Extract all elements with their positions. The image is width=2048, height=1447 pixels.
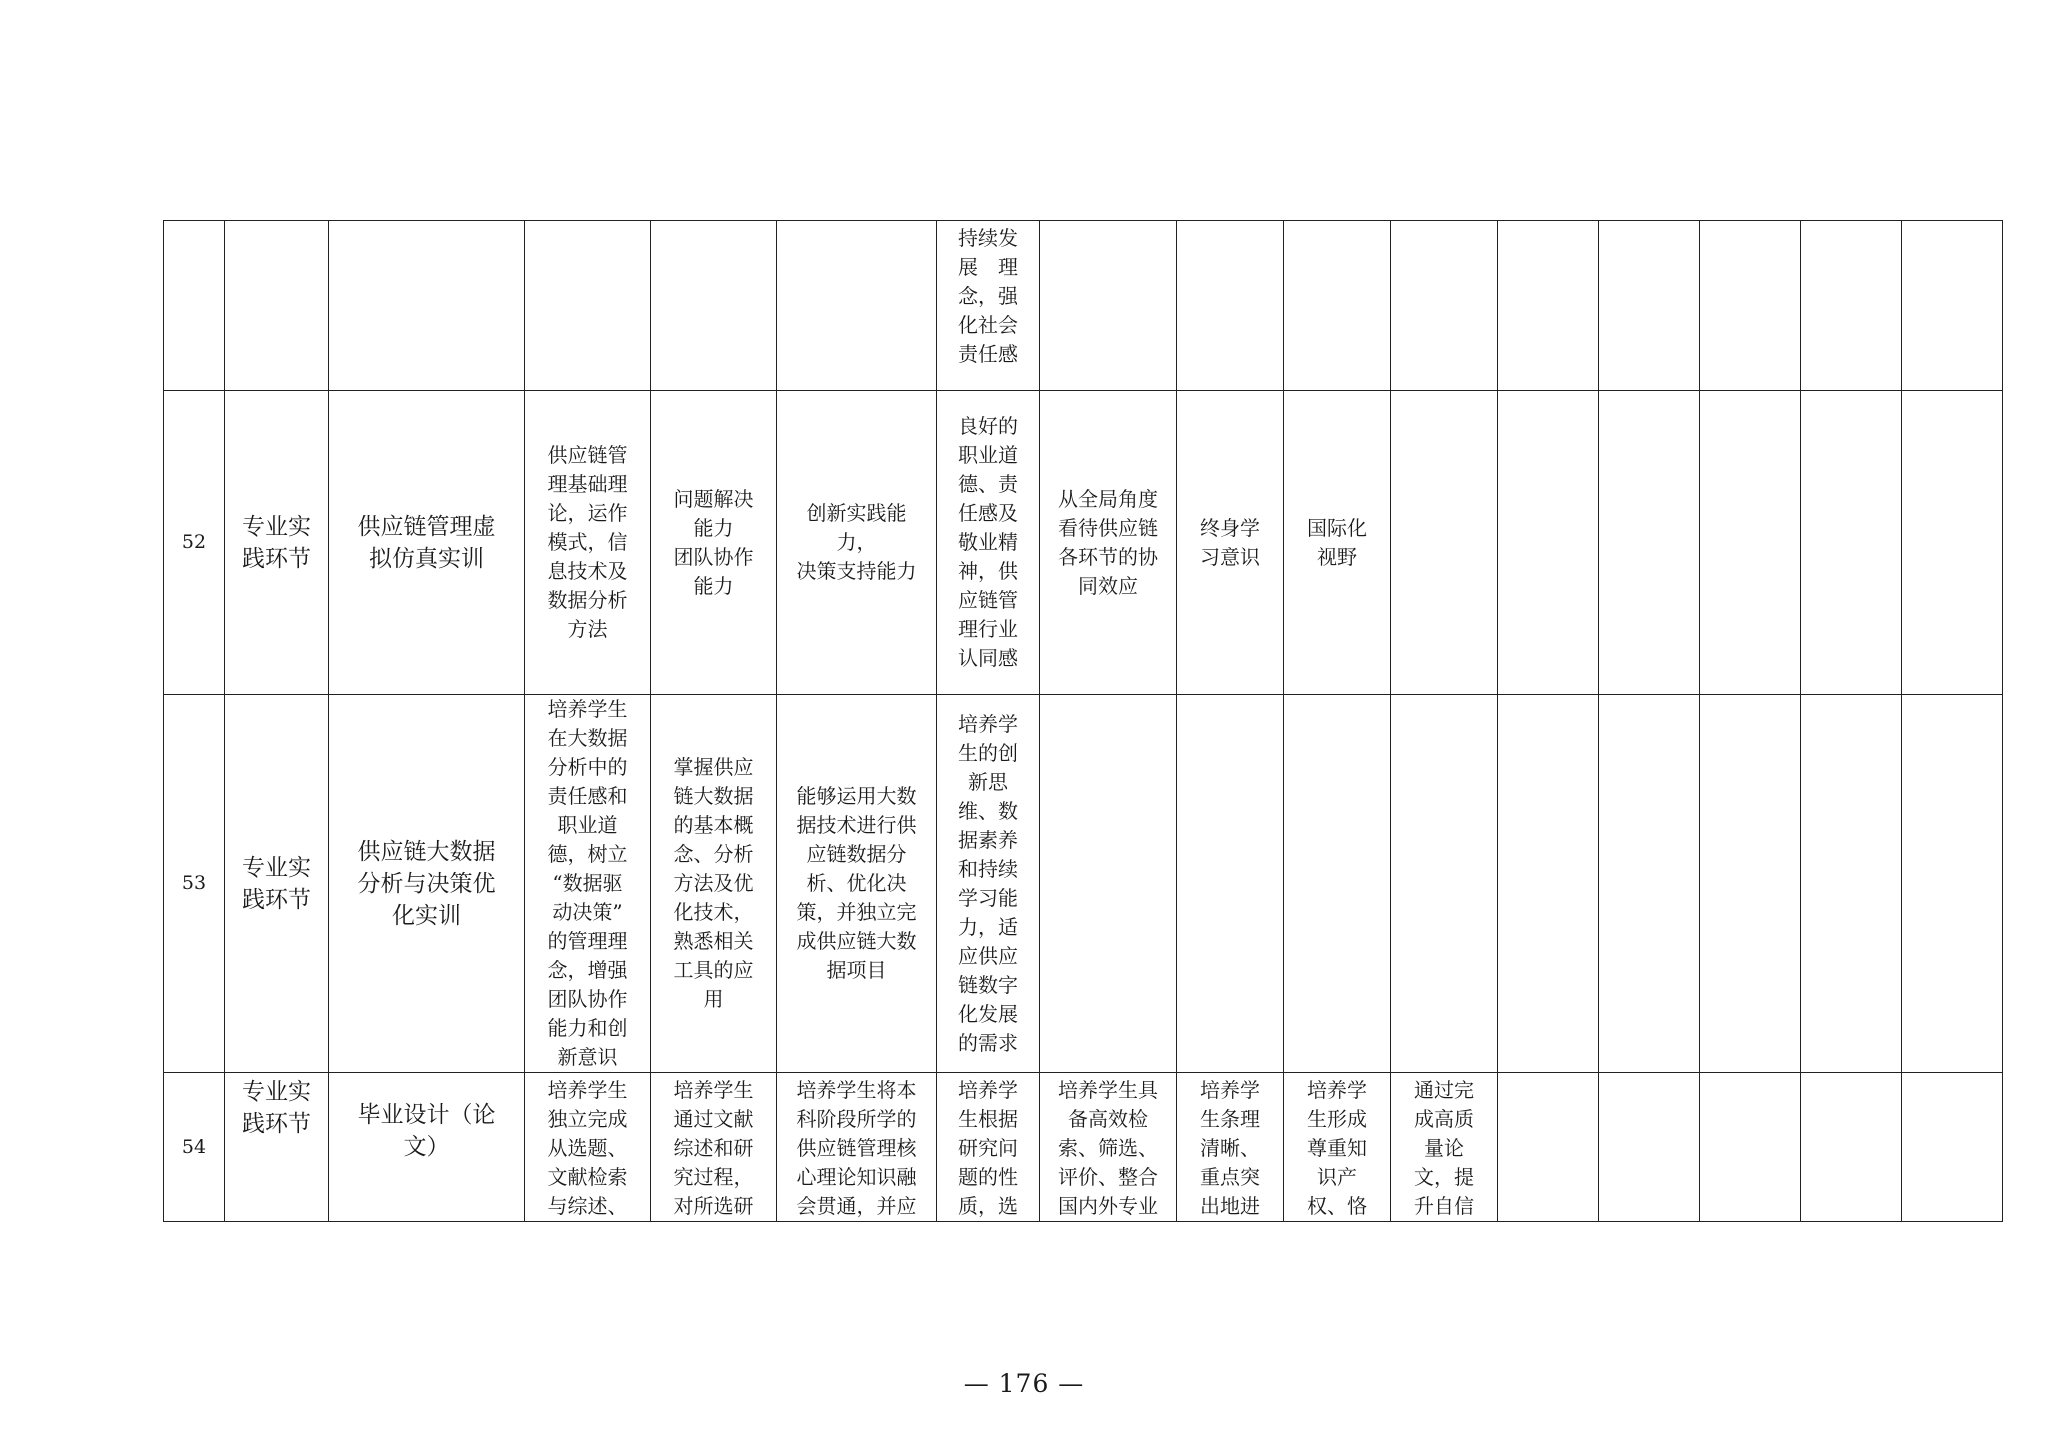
table-row (164, 695, 2003, 1073)
objective-cell: 培养学生将本 科阶段所学的 供应链管理核 心理论知识融 会贯通，并应 (777, 1073, 937, 1222)
objective-cell: 通过完 成高质 量论 文，提 升自信 (1391, 1073, 1498, 1222)
empty-cell (1498, 1073, 1599, 1222)
row-number-cell (164, 221, 225, 391)
row-number-cell: 53 (164, 695, 225, 1073)
objective-cell: 创新实践能 力， 决策支持能力 (777, 391, 937, 695)
objective-cell: 国际化 视野 (1284, 391, 1391, 695)
empty-cell (1599, 391, 1700, 695)
objective-cell: 培养学生 独立完成 从选题、 文献检索 与综述、 (525, 1073, 651, 1222)
empty-cell (1700, 695, 1801, 1073)
course-name-cell: 供应链管理虚 拟仿真实训 (329, 391, 525, 695)
empty-cell (1801, 221, 1902, 391)
course-type-cell (225, 221, 329, 391)
objective-cell (1177, 221, 1284, 391)
empty-cell (1902, 695, 2003, 1073)
empty-cell (1700, 1073, 1801, 1222)
row-number-cell: 52 (164, 391, 225, 695)
course-name-cell (329, 221, 525, 391)
objective-cell (1284, 695, 1391, 1073)
empty-cell (1801, 695, 1902, 1073)
objective-cell (525, 221, 651, 391)
row-number-cell: 54 (164, 1073, 225, 1222)
table-row (164, 221, 2003, 391)
empty-cell (1599, 1073, 1700, 1222)
table-row (164, 1073, 2003, 1222)
empty-cell (1700, 391, 1801, 695)
empty-cell (1498, 391, 1599, 695)
objective-cell (1391, 695, 1498, 1073)
objective-cell (651, 221, 777, 391)
objective-cell (1177, 695, 1284, 1073)
objective-cell: 供应链管 理基础理 论，运作 模式，信 息技术及 数据分析 方法 (525, 391, 651, 695)
objective-cell (1284, 221, 1391, 391)
objective-cell (777, 221, 937, 391)
objective-cell: 培养学 生条理 清晰、 重点突 出地进 (1177, 1073, 1284, 1222)
empty-cell (1599, 695, 1700, 1073)
objective-cell (1040, 695, 1177, 1073)
empty-cell (1498, 221, 1599, 391)
empty-cell (1902, 1073, 2003, 1222)
page-number: — 176 — (963, 1369, 1085, 1398)
empty-cell (1801, 1073, 1902, 1222)
objective-cell: 掌握供应 链大数据 的基本概 念、分析 方法及优 化技术， 熟悉相关 工具的应 用 (651, 695, 777, 1073)
empty-cell (1498, 695, 1599, 1073)
empty-cell (1700, 221, 1801, 391)
table-row (164, 391, 2003, 695)
objective-cell (1391, 221, 1498, 391)
objective-cell: 培养学 生根据 研究问 题的性 质，选 (937, 1073, 1040, 1222)
objective-cell: 问题解决 能力 团队协作 能力 (651, 391, 777, 695)
objective-cell: 培养学 生形成 尊重知 识产 权、恪 (1284, 1073, 1391, 1222)
objective-cell: 终身学 习意识 (1177, 391, 1284, 695)
empty-cell (1801, 391, 1902, 695)
empty-cell (1902, 391, 2003, 695)
course-type-cell: 专业实 践环节 (225, 695, 329, 1073)
course-name-cell: 供应链大数据 分析与决策优 化实训 (329, 695, 525, 1073)
course-type-cell: 专业实 践环节 (225, 1073, 329, 1222)
empty-cell (1599, 221, 1700, 391)
course-type-cell: 专业实 践环节 (225, 391, 329, 695)
objective-cell: 良好的 职业道 德、责 任感及 敬业精 神，供 应链管 理行业 认同感 (937, 391, 1040, 695)
objective-cell: 从全局角度 看待供应链 各环节的协 同效应 (1040, 391, 1177, 695)
empty-cell (1902, 221, 2003, 391)
objective-cell: 能够运用大数 据技术进行供 应链数据分 析、优化决 策，并独立完 成供应链大数 据项目 (777, 695, 937, 1073)
objective-cell (1040, 221, 1177, 391)
objective-cell: 培养学生 通过文献 综述和研 究过程， 对所选研 (651, 1073, 777, 1222)
course-name-cell: 毕业设计（论 文） (329, 1073, 525, 1222)
objective-cell (1391, 391, 1498, 695)
objective-cell: 培养学生具 备高效检 索、筛选、 评价、整合 国内外专业 (1040, 1073, 1177, 1222)
objective-cell: 培养学生 在大数据 分析中的 责任感和 职业道 德，树立 “数据驱 动决策” 的管理理 念，增强 团队协作 能力和创 新意识 (525, 695, 651, 1073)
curriculum-matrix-table (163, 220, 2003, 1222)
objective-cell: 持续发 展 理 念，强 化社会 责任感 (937, 221, 1040, 391)
objective-cell: 培养学 生的创 新思 维、数 据素养 和持续 学习能 力，适 应供应 链数字 化发展 的需求 (937, 695, 1040, 1073)
